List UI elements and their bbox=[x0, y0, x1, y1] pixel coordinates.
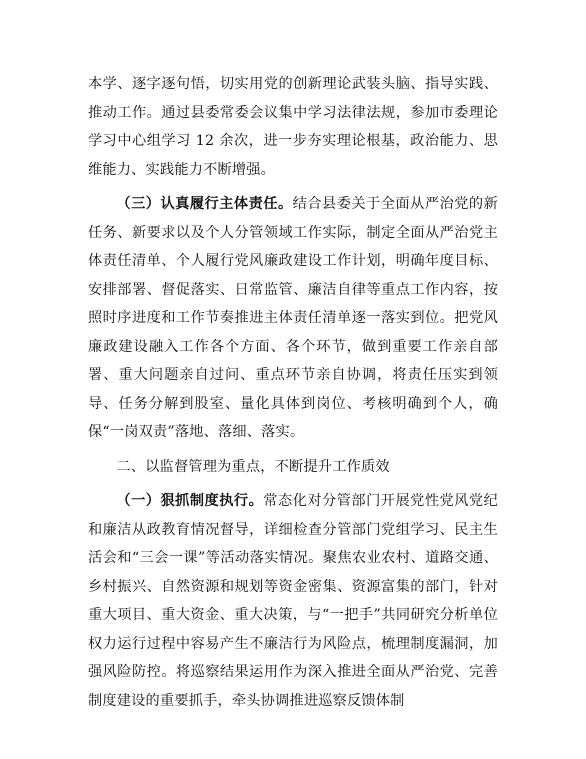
paragraph-lead: （三）认真履行主体责任。 bbox=[116, 196, 293, 212]
paragraph-lead: （一）狠抓制度执行。 bbox=[116, 493, 264, 509]
section-heading: 二、以监督管理为重点，不断提升工作质效 bbox=[116, 458, 390, 475]
paragraph-theory-study: 本学、逐字逐句悟，切实用党的创新理论武装头脑、指导实践、推动工作。通过县委常委会议集中学习法律法规，参加市委理论学习中心组学习 12 余次，进一步夯实理论根基，政治能力、思维能力、实践能力不断增强。 bbox=[88, 76, 498, 178]
paragraph-main-responsibility bbox=[88, 190, 498, 447]
paragraph-system-execution bbox=[88, 487, 498, 715]
paragraph-body: 常态化对分管部门开展党性党风党纪和廉洁从政教育情况督导，详细检查分管部门党组学习、民主生活会和“三会一课”等活动落实情况。聚焦农业农村、道路交通、乡村振兴、自然资源和规划等资金密集、资源富集的部门，针对重大项目、重大资金、重大决策，与“一把手”共同研究分析单位权力运行过程中容易产生不廉洁行为风险点，梳理制度漏洞，加强风险防控。将巡察结果运用作为深入推进全面从严治党、完善制度建设的重要抓手，牵头协调推进巡察反馈体制 bbox=[88, 493, 498, 709]
paragraph-body: 结合县委关于全面从严治党的新任务、新要求以及个人分管领域工作实际，制定全面从严治党主体责任清单、个人履行党风廉政建设工作计划，明确年度目标、安排部署、督促落实、日常监管、廉洁自律等重点工作内容，按照时序进度和工作节奏推进主体责任清单逐一落实到位。把党风廉政建设融入工作各个方面、各个环节，做到重要工作亲自部署、重大问题亲自过问、重点环节亲自协调，将责任压实到领导、任务分解到股室、量化具体到岗位、考核明确到个人，确保“一岗双责”落地、落细、落实。 bbox=[88, 196, 498, 440]
document-page bbox=[88, 70, 498, 715]
